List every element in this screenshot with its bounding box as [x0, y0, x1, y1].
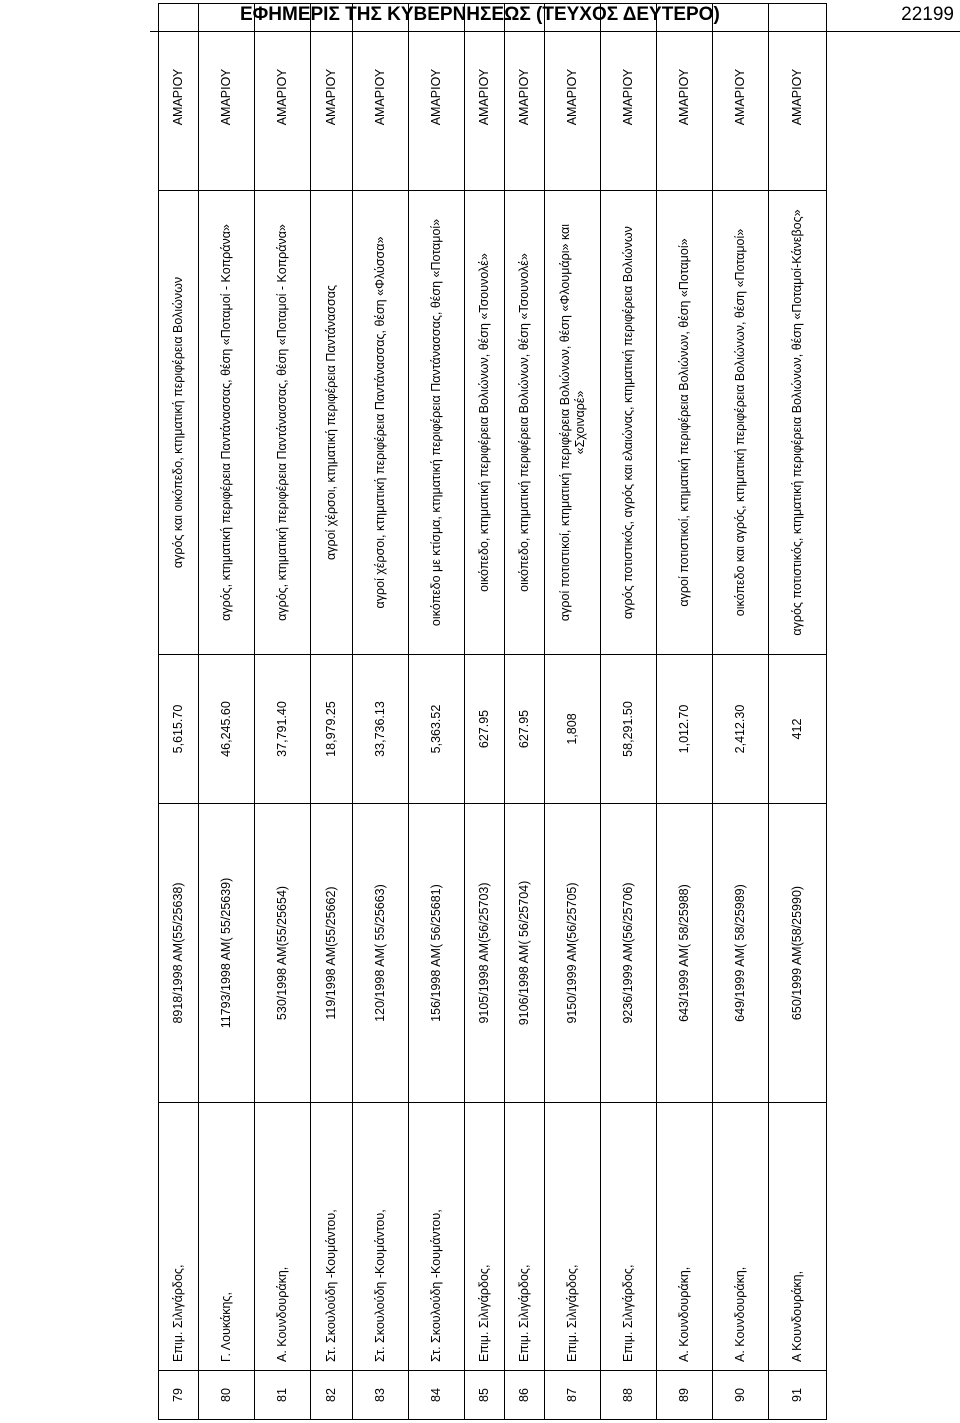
reference-number: 530/1998 ΑΜ(55/25654) — [255, 804, 311, 1103]
expropriation-table — [158, 3, 827, 1420]
table-row — [159, 4, 199, 1420]
engineer-name: Γ. Λουκάκης, — [199, 1103, 255, 1371]
property-description: οικόπεδο, κτηματική περιφέρεια Βολιώνων, θέση «Τσουνολέ» — [465, 191, 505, 655]
property-description: αγροί ποτιστικοί, κτηματική περιφέρεια Βολιώνων, θέση «Ποταμοί» — [657, 191, 713, 655]
property-description: αγρός, κτηματική περιφέρεια Παντάνασσας, θέση «Ποταμοί - Κοπράνα» — [255, 191, 311, 655]
table-row — [311, 4, 353, 1420]
municipality-name: ΑΜΑΡΙΟΥ — [199, 4, 255, 191]
engineer-name: Επιμ. Σιλιγάρδος, — [465, 1103, 505, 1371]
area-value: 5,615.70 — [159, 655, 199, 804]
area-value: 37,791.40 — [255, 655, 311, 804]
table-body — [159, 4, 827, 1420]
municipality-name: ΑΜΑΡΙΟΥ — [311, 4, 353, 191]
municipality-name: ΑΜΑΡΙΟΥ — [769, 4, 827, 191]
row-number: 82 — [311, 1371, 353, 1420]
table-row — [601, 4, 657, 1420]
table-row — [713, 4, 769, 1420]
municipality-name: ΑΜΑΡΙΟΥ — [353, 4, 409, 191]
table-row — [465, 4, 505, 1420]
engineer-name: Στ. Σκουλούδη -Κουμάντου, — [311, 1103, 353, 1371]
engineer-name: Α. Κουνδουράκη, — [657, 1103, 713, 1371]
area-value: 58,291.50 — [601, 655, 657, 804]
engineer-name: Α. Κουνδουράκη, — [713, 1103, 769, 1371]
row-number: 84 — [409, 1371, 465, 1420]
property-description: αγροί χέρσοι, κτηματική περιφέρεια Παντάνασσας — [311, 191, 353, 655]
engineer-name: Επιμ. Σιλιγάρδος, — [505, 1103, 545, 1371]
row-number: 86 — [505, 1371, 545, 1420]
property-description: αγρός και οικόπεδο, κτηματική περιφέρεια Βολιώνων — [159, 191, 199, 655]
engineer-name: Α Κουνδουράκη, — [769, 1103, 827, 1371]
table-row — [199, 4, 255, 1420]
property-description: αγρός, κτηματική περιφέρεια Παντάνασσας, θέση «Ποταμοί - Κοπράνα» — [199, 191, 255, 655]
area-value: 1,808 — [545, 655, 601, 804]
property-description: αγρός ποτιστικός, κτηματική περιφέρεια Βολιώνων, θέση «Ποταμοί-Κάνεβος» — [769, 191, 827, 655]
reference-number: 156/1998 ΑΜ( 56/25681) — [409, 804, 465, 1103]
engineer-name: Στ. Σκουλούδη -Κουμάντου, — [409, 1103, 465, 1371]
reference-number: 649/1999 ΑΜ( 58/25989) — [713, 804, 769, 1103]
row-number: 90 — [713, 1371, 769, 1420]
table-row — [657, 4, 713, 1420]
property-description: αγροί χέρσοι, κτηματική περιφέρεια Παντάνασσας, θέση «Φλύσσα» — [353, 191, 409, 655]
municipality-name: ΑΜΑΡΙΟΥ — [657, 4, 713, 191]
row-number: 88 — [601, 1371, 657, 1420]
municipality-name: ΑΜΑΡΙΟΥ — [255, 4, 311, 191]
area-value: 2,412.30 — [713, 655, 769, 804]
property-description: οικόπεδο, κτηματική περιφέρεια Βολιώνων, θέση «Τσουνολέ» — [505, 191, 545, 655]
engineer-name: Α. Κουνδουράκη, — [255, 1103, 311, 1371]
reference-number: 9105/1998 ΑΜ(56/25703) — [465, 804, 505, 1103]
row-number: 81 — [255, 1371, 311, 1420]
property-description: οικόπεδο με κτίσμα, κτηματική περιφέρεια Παντάνασσας, θέση «Ποταμοί» — [409, 191, 465, 655]
table-row — [353, 4, 409, 1420]
row-number: 91 — [769, 1371, 827, 1420]
table-row — [505, 4, 545, 1420]
row-number: 80 — [199, 1371, 255, 1420]
row-number: 87 — [545, 1371, 601, 1420]
municipality-name: ΑΜΑΡΙΟΥ — [545, 4, 601, 191]
reference-number: 650/1999 ΑΜ(58/25990) — [769, 804, 827, 1103]
engineer-name: Επιμ. Σιλιγάρδος, — [601, 1103, 657, 1371]
engineer-name: Επιμ. Σιλιγάρδος, — [545, 1103, 601, 1371]
reference-number: 11793/1998 ΑΜ( 55/25639) — [199, 804, 255, 1103]
municipality-name: ΑΜΑΡΙΟΥ — [601, 4, 657, 191]
municipality-name: ΑΜΑΡΙΟΥ — [159, 4, 199, 191]
engineer-name: Στ. Σκουλούδη -Κουμάντου, — [353, 1103, 409, 1371]
expropriation-table-container — [158, 62, 804, 1420]
reference-number: 120/1998 ΑΜ( 55/25663) — [353, 804, 409, 1103]
municipality-name: ΑΜΑΡΙΟΥ — [713, 4, 769, 191]
row-number: 83 — [353, 1371, 409, 1420]
table-row — [545, 4, 601, 1420]
reference-number: 9150/1999 ΑΜ(56/25705) — [545, 804, 601, 1103]
area-value: 18,979.25 — [311, 655, 353, 804]
table-row — [255, 4, 311, 1420]
reference-number: 9236/1999 ΑΜ(56/25706) — [601, 804, 657, 1103]
property-description: αγρός ποτιστικός, αγρός και ελαιώνας, κτηματική περιφέρεια Βολιώνων — [601, 191, 657, 655]
gazette-title: ΕΦΗΜΕΡΙΣ ΤΗΣ ΚΥΒΕΡΝΗΣΕΩΣ (ΤΕΥΧΟΣ ΔΕΥΤΕΡΟ) — [240, 4, 720, 25]
area-value: 1,012.70 — [657, 655, 713, 804]
municipality-name: ΑΜΑΡΙΟΥ — [465, 4, 505, 191]
area-value: 627.95 — [505, 655, 545, 804]
reference-number: 9106/1998 ΑΜ( 56/25704) — [505, 804, 545, 1103]
property-description: οικόπεδο και αγρός, κτηματική περιφέρεια Βολιώνων, θέση «Ποταμοί» — [713, 191, 769, 655]
table-row — [769, 4, 827, 1420]
area-value: 412 — [769, 655, 827, 804]
municipality-name: ΑΜΑΡΙΟΥ — [505, 4, 545, 191]
reference-number: 8918/1998 ΑΜ(55/25638) — [159, 804, 199, 1103]
page-number: 22199 — [901, 4, 954, 25]
row-number: 89 — [657, 1371, 713, 1420]
row-number: 79 — [159, 1371, 199, 1420]
area-value: 627.95 — [465, 655, 505, 804]
municipality-name: ΑΜΑΡΙΟΥ — [409, 4, 465, 191]
area-value: 33,736.13 — [353, 655, 409, 804]
reference-number: 643/1999 ΑΜ( 58/25988) — [657, 804, 713, 1103]
table-row — [409, 4, 465, 1420]
reference-number: 119/1998 ΑΜ(55/25662) — [311, 804, 353, 1103]
area-value: 46,245.60 — [199, 655, 255, 804]
area-value: 5,363.52 — [409, 655, 465, 804]
row-number: 85 — [465, 1371, 505, 1420]
engineer-name: Επιμ. Σιλιγάρδος, — [159, 1103, 199, 1371]
property-description: αγροί ποτιστικοί, κτηματική περιφέρεια Βολιώνων, θέση «Φλουμάρι» και «Σχοιναρέ» — [545, 191, 601, 655]
